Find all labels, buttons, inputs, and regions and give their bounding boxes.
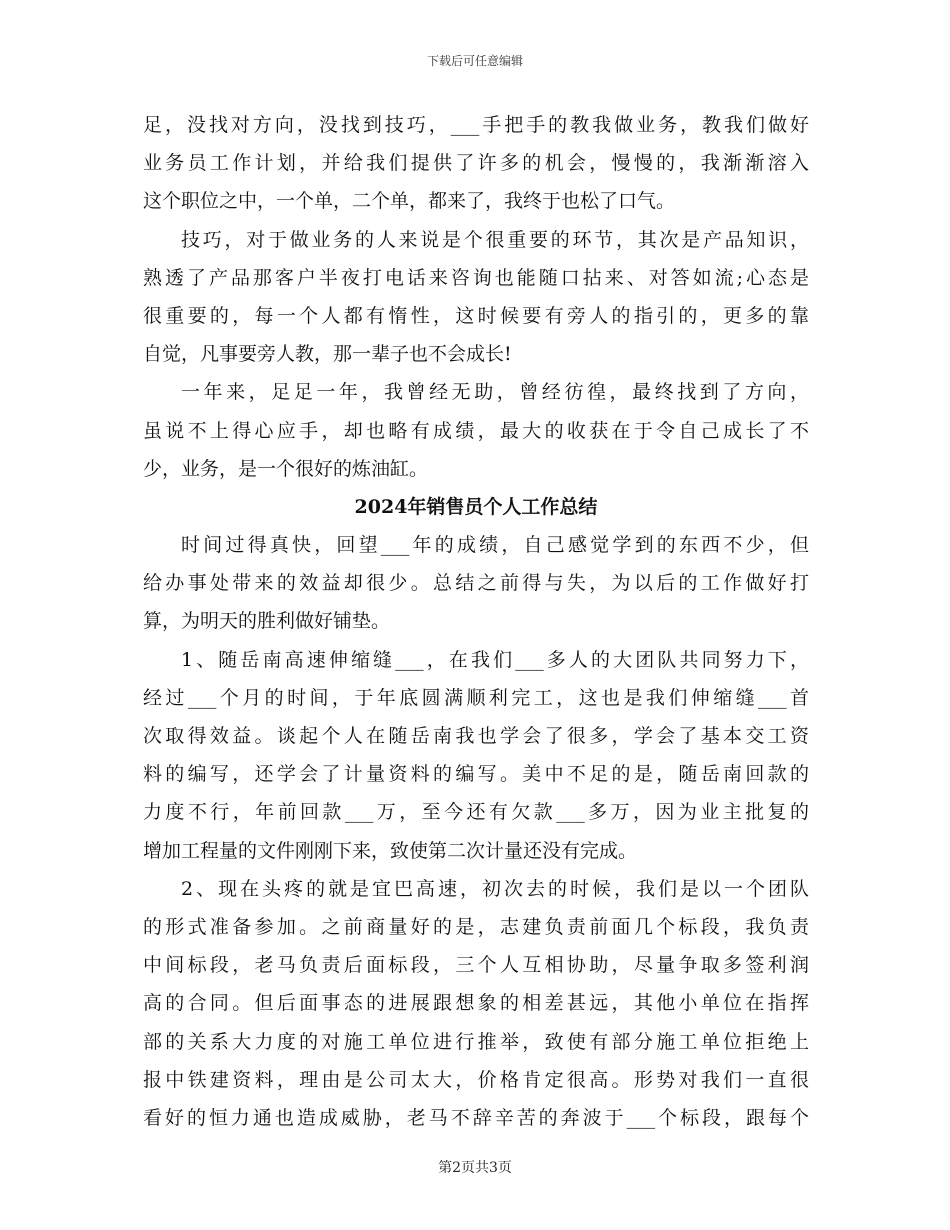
text-line: 料的编写，还学会了计量资料的编写。美中不足的是，随岳南回款的: [143, 763, 809, 786]
text-line: 这个职位之中，一个单，二个单，都来了，我终于也松了口气。: [143, 190, 676, 213]
text-line: 力度不行，年前回款___万，至今还有欠款___多万，因为业主批复的: [143, 801, 809, 824]
text-line: 一年来，足足一年，我曾经无助，曾经彷徨，最终找到了方向，: [181, 381, 809, 404]
text-line: 技巧，对于做业务的人来说是个很重要的环节，其次是产品知识，: [181, 228, 809, 251]
text-line: 经过___个月的时间，于年底圆满顺利完工，这也是我们伸缩缝___首: [143, 686, 809, 709]
text-line: 次取得效益。谈起个人在随岳南我也学会了很多，学会了基本交工资: [143, 725, 809, 747]
text-line: 虽说不上得心应手，却也略有成绩，最大的收获在于令自己成长了不: [143, 419, 809, 442]
text-line: 部的关系大力度的对施工单位进行推举，致使有部分施工单位拒绝上: [143, 1030, 809, 1053]
text-line: 业务员工作计划，并给我们提供了许多的机会，慢慢的，我渐渐溶入: [143, 152, 809, 175]
text-line: 少，业务，是一个很好的炼油缸。: [143, 457, 429, 480]
text-line: 时间过得真快，回望___年的成绩，自己感觉学到的东西不少，但: [181, 534, 809, 557]
text-line: 很重要的，每一个人都有惰性，这时候要有旁人的指引的，更多的靠: [143, 304, 809, 327]
text-line: 增加工程量的文件刚刚下来，致使第二次计量还没有完成。: [143, 839, 638, 862]
text-line: 2、现在头疼的就是宜巴高速，初次去的时候，我们是以一个团队: [181, 877, 809, 900]
section-title: 2024年销售员个人工作总结: [354, 495, 598, 518]
text-line: 自觉，凡事要旁人教，那一辈子也不会成长!: [143, 343, 512, 366]
text-line: 1、随岳南高速伸缩缝___，在我们___多人的大团队共同努力下，: [181, 648, 809, 671]
text-line: 的形式准备参加。之前商量好的是，志建负责前面几个标段，我负责: [143, 915, 809, 938]
text-line: 算，为明天的胜利做好铺垫。: [143, 610, 391, 633]
text-line: 熟透了产品那客户半夜打电话来咨询也能随口拈来、对答如流;心态是: [143, 266, 809, 289]
text-line: 看好的恒力通也造成威胁，老马不辞辛苦的奔波于___个标段，跟每个: [143, 1106, 809, 1129]
text-line: 报中铁建资料，理由是公司太大，价格肯定很高。形势对我们一直很: [143, 1068, 809, 1091]
page-footer: 第2页共3页: [438, 1160, 512, 1176]
text-line: 高的合同。但后面事态的进展跟想象的相差甚远，其他小单位在指挥: [143, 992, 809, 1015]
page-header: 下载后可任意编辑: [426, 54, 523, 68]
text-line: 给办事处带来的效益却很少。总结之前得与失，为以后的工作做好打: [143, 572, 809, 595]
text-line: 足，没找对方向，没找到技巧，___手把手的教我做业务，教我们做好: [143, 114, 809, 136]
document-body: [143, 106, 809, 1137]
text-line: 中间标段，老马负责后面标段，三个人互相协助，尽量争取多签利润: [143, 954, 809, 977]
